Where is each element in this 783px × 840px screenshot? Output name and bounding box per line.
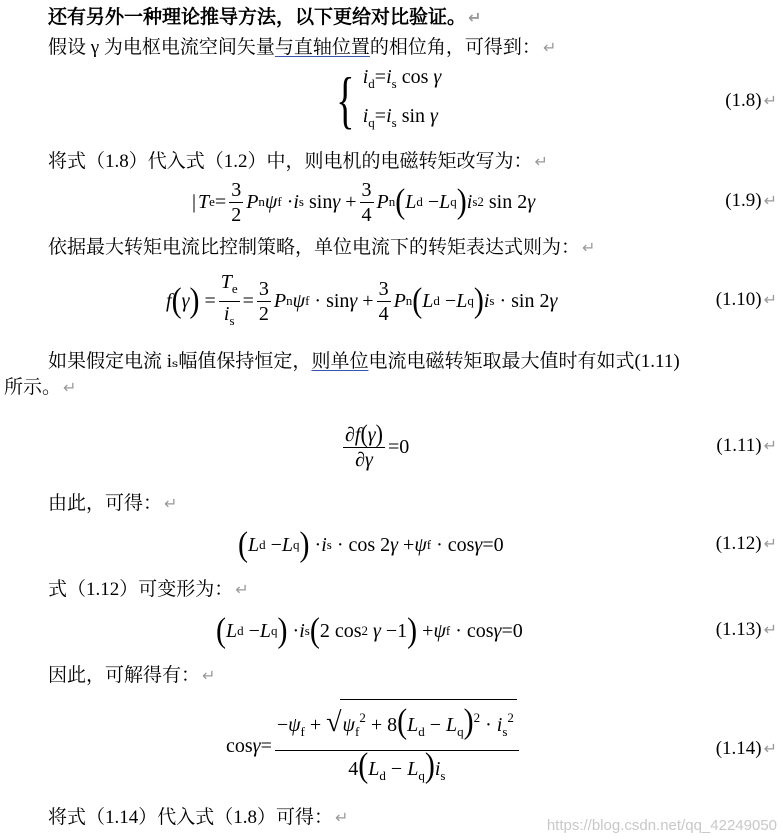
- p2-text: 将式（1.8）代入式（1.2）中，则电机的电磁转矩改写为：: [48, 151, 533, 172]
- paragraph-5: 由此，可得： ↵: [48, 493, 178, 514]
- paragraph-4-cont: 所示。 ↵: [4, 377, 77, 398]
- paragraph-mark: ↵: [542, 38, 557, 57]
- equation-1-11: $\frac{\partial f(\gamma)}{\partial\gamma}$ =0: [345, 419, 410, 471]
- equation-number: (1.14) ↵: [715, 738, 777, 759]
- brace: {: [336, 64, 355, 135]
- equation-number: (1.10) ↵: [715, 289, 777, 310]
- paragraph-4: [48, 350, 680, 374]
- equation-number: (1.12) ↵: [715, 533, 777, 554]
- heading-text: 还有另外一种理论推导方法，以下更给对比验证。: [48, 7, 467, 28]
- p4b-text: 所示。: [4, 377, 62, 398]
- equation-1-9: | T e = $\frac{3}{2}$ P n ψ f · i s sin γ + $\frac{3}{4}$ P n ( L d − L q ) i s 2 sin 2 γ: [192, 178, 536, 226]
- p3-text: 依据最大转矩电流比控制策略，单位电流下的转矩表达式则为：: [48, 237, 581, 258]
- paragraph-8: 将式（1.14）代入式（1.8）可得： ↵: [48, 807, 349, 828]
- p1-underlined-text: 与直轴位置: [274, 37, 370, 58]
- paragraph-6: 式（1.12）可变形为： ↵: [48, 579, 249, 600]
- equation-1-12: ( L d − L q ) · i s · cos 2 γ + ψ f · cos γ =0: [238, 525, 504, 564]
- p1-text-pre: 假设 γ 为电枢电流空间矢量: [48, 37, 275, 58]
- equation-1-14: cos γ = $\frac{-\psi_f + √\psi_f^2 + 8(L_d - L_q)^2 \cdot i_s^2}{4(L_d - L_q)i_s}$: [226, 706, 522, 786]
- p4-text-post: 电流电磁转矩取最大值时有如式(1.11): [368, 351, 680, 372]
- p7-text: 因此，可解得有：: [48, 665, 201, 686]
- p6-text: 式（1.12）可变形为：: [48, 579, 234, 600]
- equation-1-10: f ( γ ) = $\frac{T_e}{i_s}$ = $\frac{3}{2}$ P n ψ f · sin γ + $\frac{3}{4}$ P n ( L d − L q ) i s · sin 2 γ: [166, 270, 558, 328]
- paragraph-7: 因此，可解得有： ↵: [48, 665, 216, 686]
- paragraph-2: 将式（1.8）代入式（1.2）中，则电机的电磁转矩改写为： ↵: [48, 151, 548, 172]
- p5-text: 由此，可得：: [48, 493, 163, 514]
- section-heading: [48, 6, 481, 30]
- paragraph-mark: ↵: [468, 8, 482, 27]
- equation-number: (1.11) ↵: [716, 435, 777, 456]
- watermark: https://blog.csdn.net/qq_42249050: [546, 817, 777, 834]
- paragraph-1: [48, 36, 556, 60]
- equation-number: (1.13) ↵: [715, 619, 777, 640]
- equation-number: (1.8) ↵: [725, 90, 777, 111]
- equation-rhs: =0: [388, 435, 410, 458]
- equation-number: (1.9) ↵: [725, 190, 777, 211]
- p1-text-post: 的相位角，可得到：: [369, 37, 541, 58]
- paragraph-3: 依据最大转矩电流比控制策略，单位电流下的转矩表达式则为： ↵: [48, 237, 596, 258]
- p4-underlined-text: 则单位: [311, 351, 369, 372]
- equation-1-8: { $i_d=i_s$ cos γ $i_q=i_s$ sin γ: [336, 64, 442, 135]
- p8-text: 将式（1.14）代入式（1.8）可得：: [48, 807, 334, 828]
- p4-text-pre: 如果假定电流 iₛ幅值保持恒定，: [48, 351, 312, 372]
- equation-1-13: ( L d − L q ) · i s ( 2 cos 2 γ −1 ) + ψ f · cos γ =0: [216, 611, 523, 650]
